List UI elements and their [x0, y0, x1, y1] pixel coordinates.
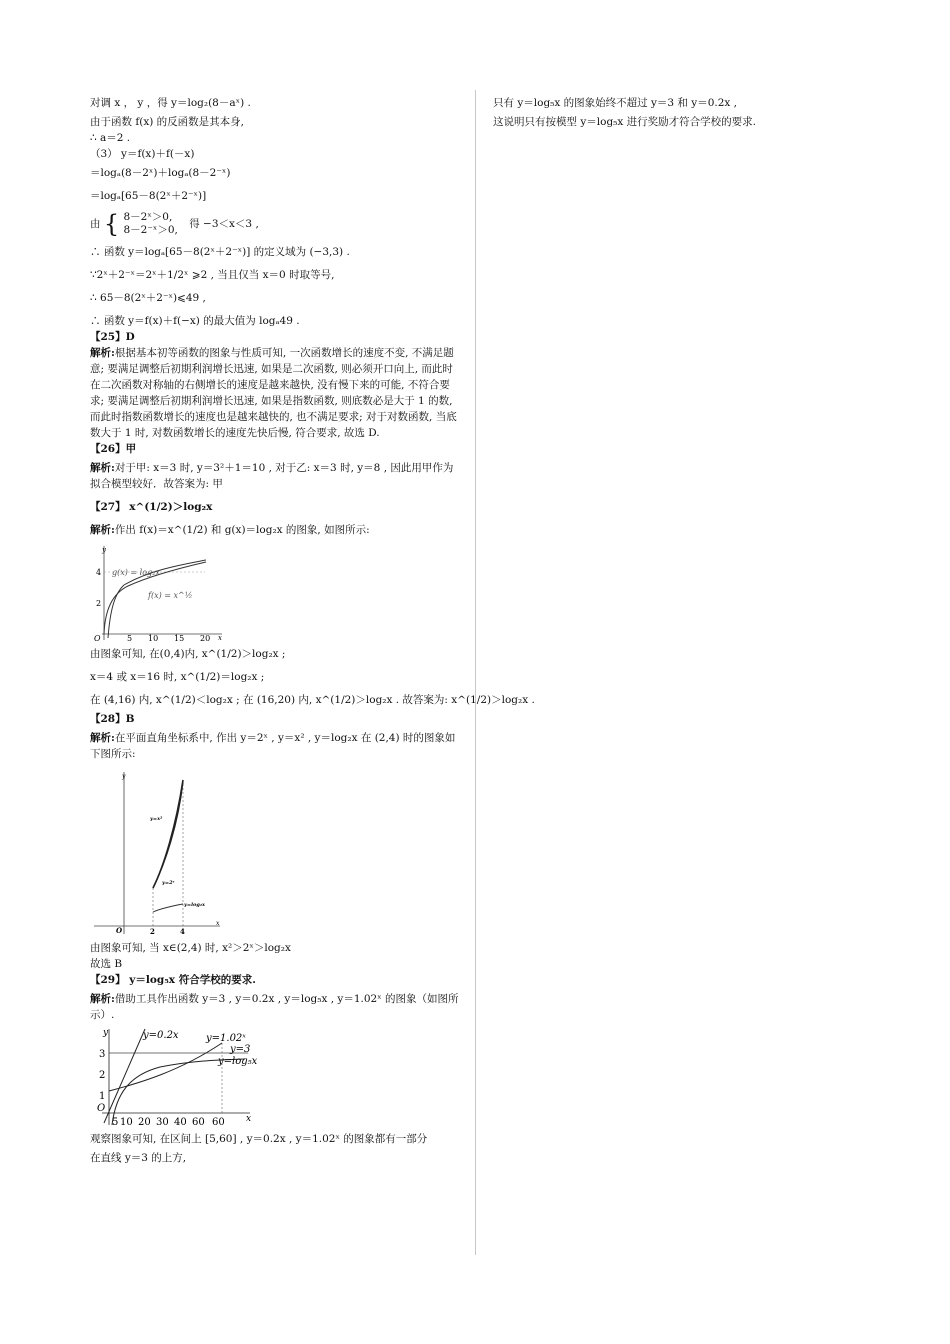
text-line: 由图象可知, 当 x∈(2,4) 时, x²＞2ˣ＞log₂x — [90, 942, 291, 954]
analysis-text: 作出 f(x)＝x^(1/2) 和 g(x)＝log₂x 的图象, 如图所示: — [114, 524, 370, 536]
question-28-header: 【28】B — [90, 713, 135, 725]
x-tick: 20 — [200, 634, 211, 642]
curve-2-pow-x — [153, 782, 183, 888]
x-tick: 10 — [120, 1117, 133, 1127]
analysis-text: 根据基本初等函数的图象与性质可知, 一次函数增长的速度不变, 不满足题意; 要满足调整后初期利润增长迅速, 如果是二次函数, 则必须开口向上, 而此时在二次函数对称轴的右侧增长的速度是越来越快, 没有慢下来的可能, 不符合要求; 要满足调整后初期利润增长迅速, 如果是指数函数, 则底数必是大于 1 的数, 而此时指数函数增长的速度也是越来越快的, 也不满足要求; 对于对数函数, 当底数大于 1 时, 对数函数增长的速度先快后慢, 符合要求, 故选 D. — [90, 347, 457, 439]
analysis-text: 借助工具作出函数 y＝3 , y＝0.2x , y＝log₅x , y＝1.02ˣ 的图象（如图所示）. — [90, 993, 459, 1021]
y-axis-label: y — [102, 546, 106, 554]
analysis-label: 解析: — [90, 993, 115, 1005]
question-28-analysis — [90, 730, 462, 762]
label-x-squared: y=x² — [150, 816, 163, 822]
curve-label-f: f(x) = x^½ — [148, 591, 193, 600]
system-line-1: 8－2ˣ＞0, — [123, 211, 173, 223]
analysis-text: 对于甲: x＝3 时, y＝3²＋1＝10 , 对于乙: x＝3 时, y＝8 , 因此用甲作为拟合模型较好．故答案为: 甲 — [90, 462, 454, 490]
text-line: 对调 x ， y ，得 y＝log₂(8－aˣ) . — [90, 97, 251, 109]
label-log5x: y=log₅x — [218, 1056, 258, 1067]
text-line: ∴ 函数 y＝logₐ[65－8(2ˣ＋2⁻ˣ)] 的定义域为 (−3,3) . — [90, 246, 350, 258]
question-29-header: 【29】 y＝log₅x 符合学校的要求. — [90, 974, 256, 986]
question-26-analysis — [90, 460, 462, 492]
x-tick: 60 — [212, 1117, 225, 1127]
system-line-2: 8－2⁻ˣ＞0, — [123, 224, 178, 236]
left-column — [90, 95, 535, 1166]
text-line: ＝logₐ(8－2ˣ)＋logₐ(8－2⁻ˣ) — [90, 167, 231, 179]
origin-label: O — [116, 926, 123, 935]
text-line: 在直线 y＝3 的上方, — [90, 1152, 187, 1164]
text-line: 只有 y＝log₅x 的图象始终不超过 y＝3 和 y＝0.2x , — [493, 97, 737, 109]
question-27-header: 【27】 x^(1/2)＞log₂x — [90, 501, 213, 513]
question-27-analysis — [90, 522, 462, 538]
x-tick: 60 — [192, 1117, 205, 1127]
text-line: 故选 B — [90, 958, 123, 970]
analysis-label: 解析: — [90, 347, 115, 359]
curve-x-squared — [153, 780, 183, 888]
x-tick: 30 — [156, 1117, 169, 1127]
brace-symbol: { — [103, 210, 120, 238]
x-tick: 4 — [180, 927, 185, 936]
x-tick: 20 — [138, 1117, 151, 1127]
text-line: 由于函数 f(x) 的反函数是其本身, — [90, 116, 245, 128]
analysis-label: 解析: — [90, 462, 115, 474]
text-line: 在 (4,16) 内, x^(1/2)＜log₂x ; 在 (16,20) 内, x^(1/2)＞log₂x . 故答案为: x^(1/2)＞log₂x . — [90, 694, 535, 706]
question-25-header: 【25】D — [90, 331, 135, 343]
y-tick: 4 — [96, 568, 102, 577]
right-column — [493, 95, 853, 130]
curve-label-g: g(x) = log₂x — [112, 568, 160, 577]
y-tick: 2 — [99, 1070, 106, 1081]
text-suffix: 得 −3＜x＜3 , — [189, 218, 259, 230]
question-29-analysis — [90, 991, 462, 1023]
text-line: 这说明只有按模型 y＝log₅x 进行奖励才符合学校的要求. — [493, 116, 756, 128]
text-line: x＝4 或 x＝16 时, x^(1/2)＝log₂x ; — [90, 671, 265, 683]
text-line: ＝logₐ[65－8(2ˣ＋2⁻ˣ)] — [90, 190, 207, 202]
y-axis-label: y — [103, 1028, 109, 1038]
text-prefix: 由 — [90, 218, 101, 230]
curve-1.02-pow-x — [109, 1043, 222, 1091]
text-line: 由图象可知, 在(0,4)内, x^(1/2)＞log₂x ; — [90, 648, 286, 660]
x-axis-label: x — [246, 1114, 252, 1124]
x-tick: 40 — [174, 1117, 187, 1127]
analysis-label: 解析: — [90, 524, 115, 536]
figure-29 — [90, 1027, 260, 1127]
curve-log5x — [112, 1059, 245, 1125]
analysis-label: 解析: — [90, 732, 115, 744]
text-line: ∴ 65－8(2ˣ＋2⁻ˣ)⩽49 , — [90, 292, 206, 304]
x-tick: 2 — [150, 927, 155, 936]
column-divider — [475, 90, 476, 1255]
question-25-analysis — [90, 345, 462, 441]
text-line: ∵2ˣ＋2⁻ˣ＝2ˣ＋1/2ˣ ⩾2 , 当且仅当 x＝0 时取等号, — [90, 269, 335, 281]
x-tick: 5 — [127, 634, 133, 642]
system-lines — [123, 211, 177, 237]
question-26-header: 【26】甲 — [90, 443, 137, 455]
figure-27 — [90, 542, 230, 642]
text-line: 观察图象可知, 在区间上 [5,60] , y＝0.2x , y＝1.02ˣ 的图象都有一部分 — [90, 1133, 428, 1145]
text-line: （3） y＝f(x)＋f(－x) — [90, 148, 195, 160]
x-axis-label: x — [216, 920, 220, 927]
text-line: ∴ a＝2 . — [90, 132, 131, 144]
label-1.02-pow-x: y=1.02ˣ — [206, 1033, 246, 1044]
text-line: ∴ 函数 y＝f(x)＋f(−x) 的最大值为 logₐ49 . — [90, 315, 300, 327]
curve-log2x — [153, 904, 183, 912]
origin-label: O — [94, 634, 101, 642]
x-axis-label: x — [218, 634, 222, 642]
label-2-pow-x: y=2ˣ — [162, 880, 175, 886]
x-tick: 5 — [112, 1117, 119, 1127]
y-tick: 2 — [96, 599, 102, 608]
y-tick: 1 — [99, 1091, 106, 1102]
label-0.2x: y=0.2x — [143, 1030, 179, 1041]
x-tick: 10 — [148, 634, 159, 642]
label-y3: y=3 — [230, 1044, 251, 1055]
analysis-text: 在平面直角坐标系中, 作出 y＝2ˣ , y＝x² , y＝log₂x 在 (2,4) 时的图象如下图所示: — [90, 732, 456, 760]
label-log2x: y=log₂x — [184, 902, 205, 908]
origin-label: O — [97, 1103, 106, 1114]
figure-28 — [90, 766, 230, 936]
inequality-system — [90, 211, 462, 237]
y-axis-label: y — [122, 773, 126, 780]
y-tick: 3 — [99, 1049, 106, 1060]
x-tick: 15 — [174, 634, 185, 642]
